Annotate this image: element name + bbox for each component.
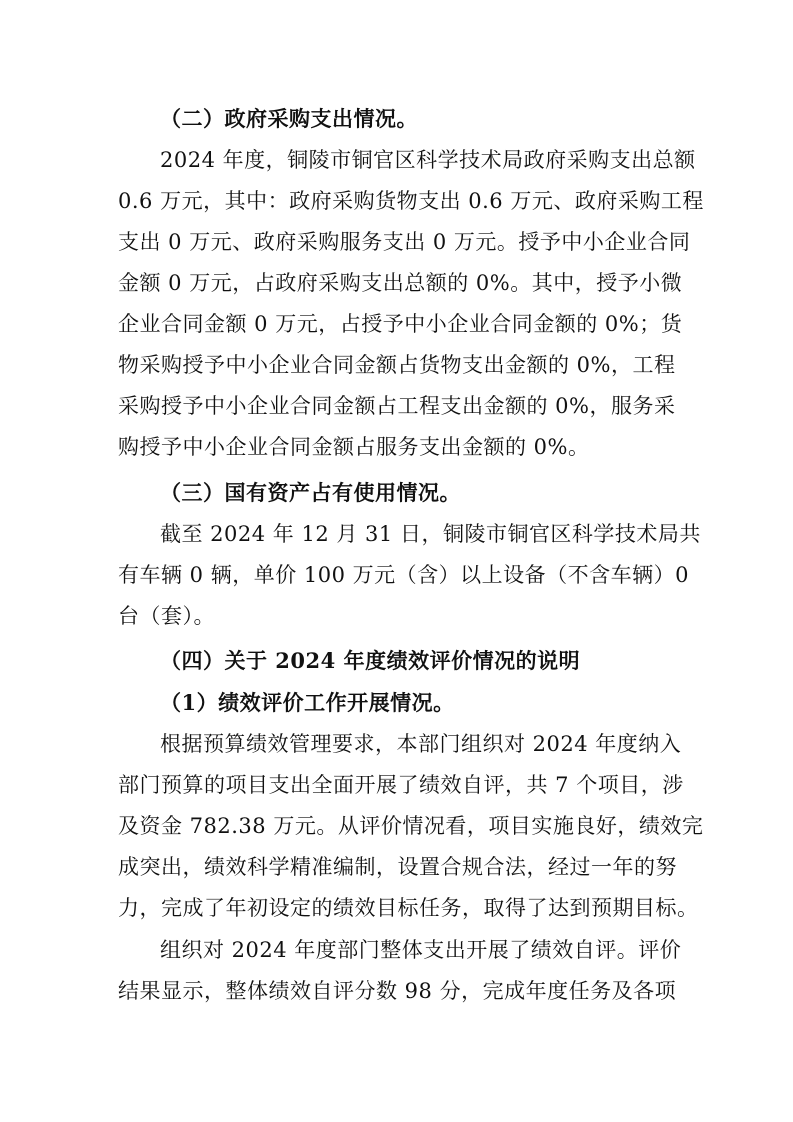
assets-heading: （三）国有资产占有使用情况。 [160, 480, 461, 505]
paragraph-line: 企业合同金额 0 万元，占授予中小企业合同金额的 0%；货 [118, 312, 683, 336]
paragraph-line: 力，完成了年初设定的绩效目标任务，取得了达到预期目标。 [118, 896, 699, 920]
performance-sub-heading: （1）绩效评价工作开展情况。 [160, 690, 455, 715]
paragraph-line: 支出 0 万元、政府采购服务支出 0 万元。授予中小企业合同 [118, 230, 691, 254]
paragraph-line: 采购授予中小企业合同金额占工程支出金额的 0%，服务采 [118, 394, 676, 418]
procurement-heading: （二）政府采购支出情况。 [160, 106, 418, 131]
paragraph-line: 及资金 782.38 万元。从评价情况看，项目实施良好，绩效完 [118, 814, 704, 838]
paragraph-line: 购授予中小企业合同金额占服务支出金额的 0%。 [118, 435, 590, 459]
paragraph-line: 成突出，绩效科学精准编制，设置合规合法，经过一年的努 [118, 855, 677, 879]
performance-heading: （四）关于 2024 年度绩效评价情况的说明 [160, 648, 581, 673]
paragraph-line: 0.6 万元，其中：政府采购货物支出 0.6 万元、政府采购工程 [118, 189, 704, 213]
paragraph-line: 台（套）。 [118, 604, 215, 628]
paragraph-line: 根据预算绩效管理要求，本部门组织对 2024 年度纳入 [160, 732, 682, 756]
paragraph-line: 2024 年度，铜陵市铜官区科学技术局政府采购支出总额 [160, 148, 696, 172]
paragraph-line: 金额 0 万元，占政府采购支出总额的 0%。其中，授予小微 [118, 271, 683, 295]
paragraph-line: 结果显示，整体绩效自评分数 98 分，完成年度任务及各项 [118, 979, 677, 1003]
paragraph-line: 物采购授予中小企业合同金额占货物支出金额的 0%，工程 [118, 353, 676, 377]
paragraph-line: 截至 2024 年 12 月 31 日，铜陵市铜官区科学技术局共 [160, 522, 701, 546]
paragraph-line: 组织对 2024 年度部门整体支出开展了绩效自评。评价 [160, 938, 682, 962]
paragraph-line: 部门预算的项目支出全面开展了绩效自评，共 7 个项目，涉 [118, 773, 684, 797]
paragraph-line: 有车辆 0 辆，单价 100 万元（含）以上设备（不含车辆）0 [118, 563, 690, 587]
